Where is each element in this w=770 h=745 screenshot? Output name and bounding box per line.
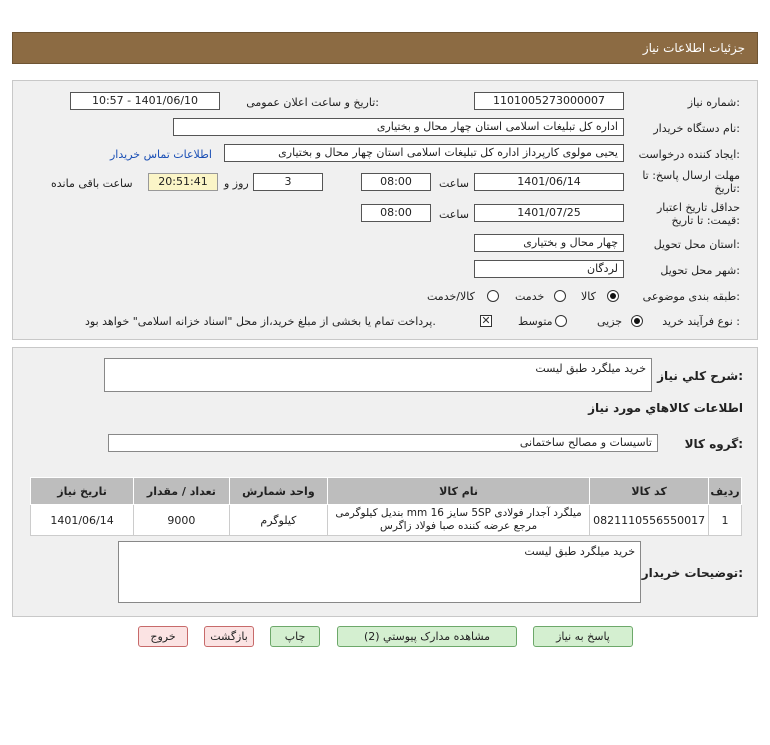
validity-label-line1: حداقل تاریخ اعتبار <box>656 201 740 214</box>
process-label: نوع فرآیند خرید : <box>662 315 740 328</box>
process-option-minor: جزیی <box>597 315 623 328</box>
announce-datetime-label: تاریخ و ساعت اعلان عمومی: <box>246 96 379 109</box>
reply-button[interactable]: پاسخ به نیاز <box>533 626 633 647</box>
need-info-panel <box>12 80 758 340</box>
col-code: کد کالا <box>590 478 709 505</box>
deadline-days-field: 3 <box>253 173 323 191</box>
treasury-payment-note: پرداخت تمام یا بخشی از مبلغ خرید،از محل "اسناد خزانه اسلامی" خواهد بود. <box>85 315 436 328</box>
process-radio-minor[interactable] <box>631 315 643 327</box>
exit-button[interactable]: خروج <box>138 626 188 647</box>
row-name: میلگرد آجدار فولادی 5SP سایز 16 mm بندیل کیلوگرمی مرجع عرضه کننده صبا فولاد زاگرس <box>328 505 590 536</box>
goods-table <box>30 477 742 536</box>
row-code: 0821110556550017 <box>590 505 709 536</box>
row-qty: 9000 <box>134 505 230 536</box>
row-date: 1401/06/14 <box>31 505 134 536</box>
col-qty: تعداد / مقدار <box>134 478 230 505</box>
treasury-payment-checkbox[interactable]: ✕ <box>481 314 491 327</box>
goods-group-label: گروه کالا: <box>684 437 743 451</box>
category-label: طبقه بندی موضوعی: <box>642 290 740 303</box>
category-radio-goods-service[interactable] <box>487 290 499 302</box>
validity-time-label: ساعت <box>439 208 469 221</box>
summary-field: خرید میلگرد طبق لیست <box>104 358 652 392</box>
attachments-button[interactable]: مشاهده مدارک پیوستي (2) <box>337 626 517 647</box>
validity-time-field: 08:00 <box>361 204 431 222</box>
requester-label: ایجاد کننده درخواست: <box>638 148 740 161</box>
table-row <box>31 505 742 536</box>
need-number-field: 1101005273000007 <box>474 92 624 110</box>
category-option-goods: کالا <box>581 290 596 303</box>
category-option-service: خدمت <box>515 290 545 303</box>
goods-info-heading: اطلاعات کالاهاي مورد نياز <box>588 401 743 415</box>
validity-date-field: 1401/07/25 <box>474 204 624 222</box>
print-button[interactable]: چاپ <box>270 626 320 647</box>
deadline-time-field: 08:00 <box>361 173 431 191</box>
goods-group-field: تاسیسات و مصالح ساختمانی <box>108 434 658 452</box>
summary-label: شرح کلي نياز: <box>657 369 743 383</box>
goods-table-header <box>31 478 742 505</box>
category-option-goods-service: کالا/خدمت <box>427 290 475 303</box>
row-number: 1 <box>709 505 742 536</box>
buyer-org-label: نام دستگاه خریدار: <box>653 122 740 135</box>
deadline-days-label: روز و <box>224 177 249 190</box>
process-option-medium: متوسط <box>518 315 553 328</box>
col-row: ردیف <box>709 478 742 505</box>
deadline-time-label: ساعت <box>439 177 469 190</box>
requester-field: یحیی مولوی کارپرداز اداره کل تبلیغات اسلامی استان چهار محال و بختیاری <box>224 144 624 162</box>
category-radio-service[interactable] <box>554 290 566 302</box>
goods-panel <box>12 347 758 617</box>
province-label: استان محل تحویل: <box>653 238 740 251</box>
announce-datetime-field: 1401/06/10 - 10:57 <box>70 92 220 110</box>
row-unit: کیلوگرم <box>229 505 327 536</box>
remaining-time-label: ساعت باقی مانده <box>51 177 133 190</box>
col-date: تاریخ نیاز <box>31 478 134 505</box>
deadline-label-line2: تاریخ: <box>714 182 740 195</box>
buyer-notes-field: خرید میلگرد طبق لیست <box>118 541 641 603</box>
remaining-time-field: 20:51:41 <box>148 173 218 191</box>
validity-label-line2: قیمت: تا تاریخ: <box>671 214 740 227</box>
buyer-org-field: اداره کل تبلیغات اسلامی استان چهار محال و بختیاری <box>173 118 624 136</box>
buyer-contact-link[interactable]: اطلاعات تماس خریدار <box>110 148 212 161</box>
deadline-label-line1: مهلت ارسال پاسخ: تا <box>642 169 740 182</box>
col-name: نام کالا <box>328 478 590 505</box>
deadline-date-field: 1401/06/14 <box>474 173 624 191</box>
city-label: شهر محل تحویل: <box>660 264 740 277</box>
category-radio-goods[interactable] <box>607 290 619 302</box>
col-unit: واحد شمارش <box>229 478 327 505</box>
back-button[interactable]: بازگشت <box>204 626 254 647</box>
process-radio-medium[interactable] <box>555 315 567 327</box>
need-number-label: شماره نیاز: <box>687 96 740 109</box>
page-header <box>12 32 758 64</box>
province-field: چهار محال و بختیاری <box>474 234 624 252</box>
city-field: لردگان <box>474 260 624 278</box>
page-title: جزئیات اطلاعات نیاز <box>642 41 745 55</box>
buyer-notes-label: توضیحات خریدار: <box>641 566 743 580</box>
